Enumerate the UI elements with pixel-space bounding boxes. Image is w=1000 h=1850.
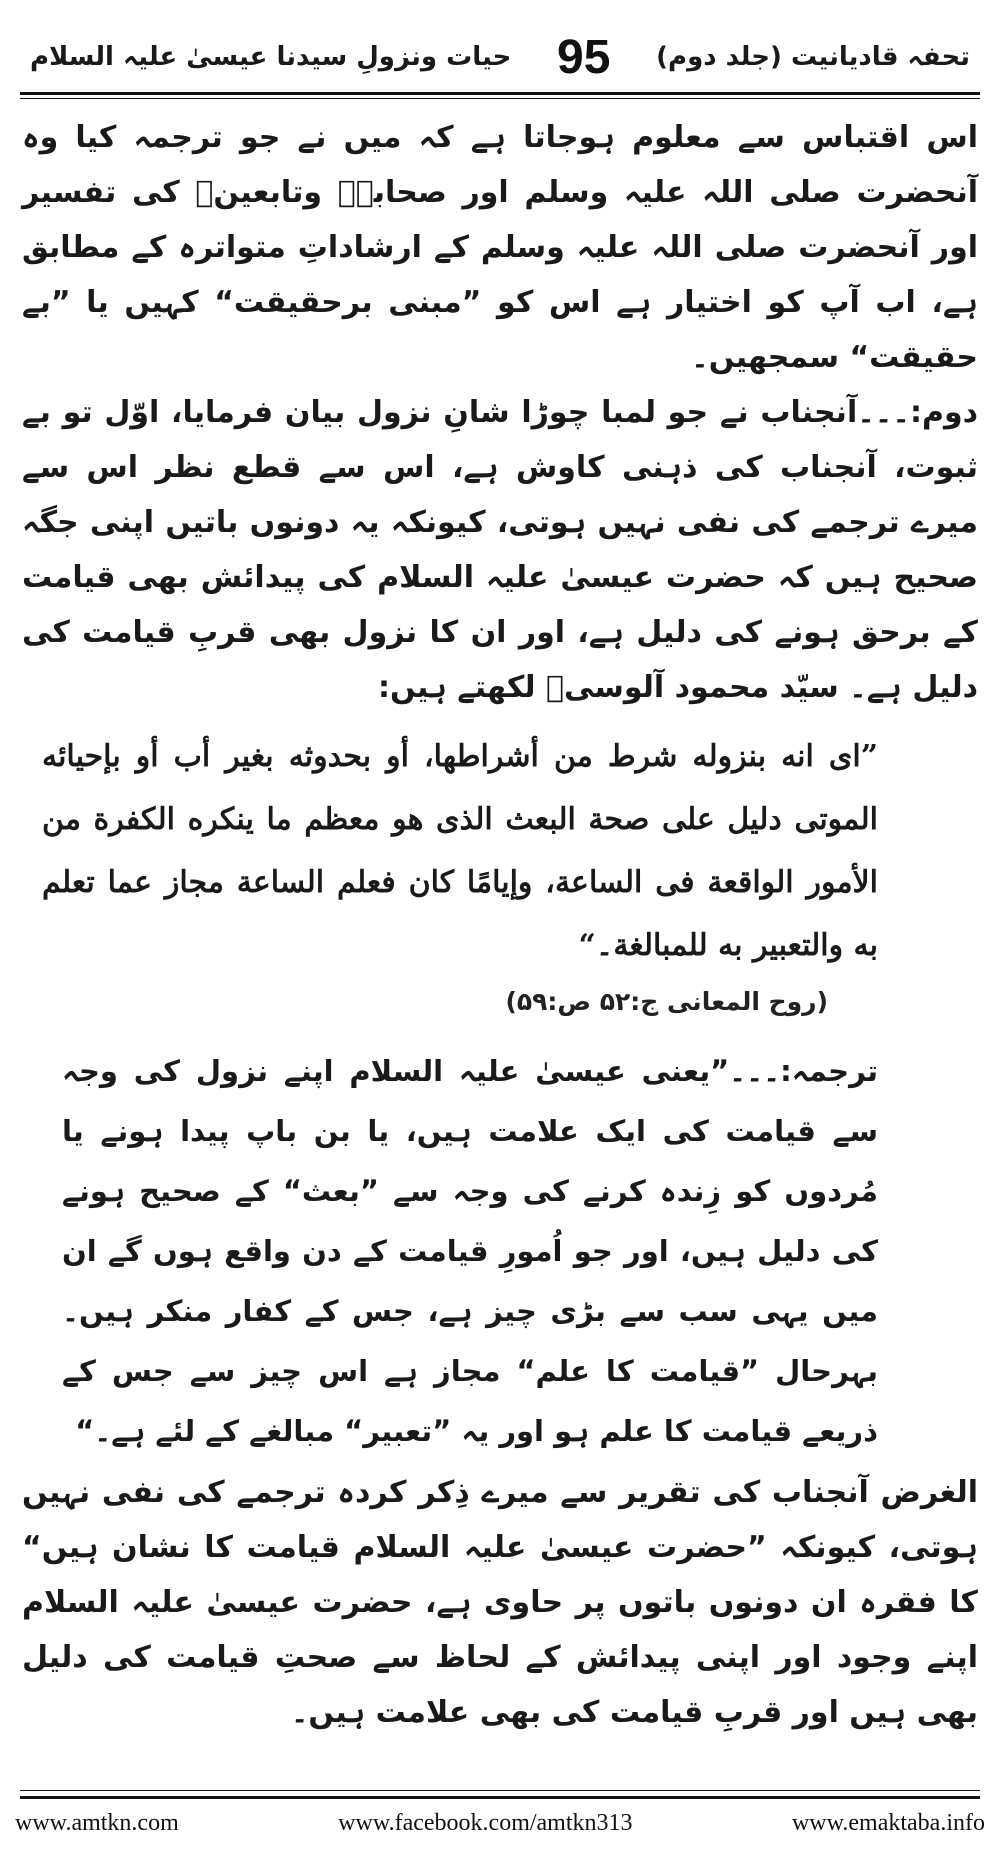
footer-divider-thin	[20, 1790, 980, 1791]
paragraph-conclusion: الغرض آنجناب کی تقریر سے میرے ذِکر کردہ ترجمے کی نفی نہیں ہوتی، کیونکہ ”حضرت عیسیٰ علیہ السلام قیامت کا نشان ہیں“ کا فقرہ ان دونوں باتوں پر حاوی ہے، حضرت عیسیٰ علیہ السلام اپنے وجود اور اپنی پیدائش کے لحاظ سے صحتِ قیامت کی دلیل بھی ہیں اور قربِ قیامت کی بھی علامت ہیں۔	[22, 1475, 978, 1730]
page-number: 95	[557, 30, 611, 84]
book-title: تحفہ قادیانیت (جلد دوم)	[656, 42, 970, 72]
footer-divider	[20, 1796, 980, 1799]
arabic-quotation: ”ای انه بنزوله شرط من أشراطها، أو بحدوثه بغیر أب أو بإحیائه الموتی دلیل علی صحة البعث الذی هو معظم ما ینکره الکفرة من الأمور الواقعة فی الساعة، وإیامًا کان فعلم الساعة مجاز عما تعلم به والتعبیر به للمبالغة۔“	[42, 739, 878, 963]
paragraph-second: دوم:۔۔۔آنجناب نے جو لمبا چوڑا شانِ نزول بیان فرمایا، اوّل تو بے ثبوت، آنجناب کی ذہنی کاوش ہے، اس سے قطع نظر اس سے میرے ترجمے کی نفی نہیں ہوتی، کیونکہ یہ دونوں باتیں اپنی جگہ صحیح ہیں کہ حضرت عیسیٰ علیہ السلام کی پیدائش بھی قیامت کے برحق ہونے کی دلیل ہے، اور ان کا نزول بھی قربِ قیامت کی دلیل ہے۔ سیّد محمود آلوسیؒ لکھتے ہیں:	[22, 395, 978, 705]
header-divider	[20, 92, 980, 95]
quotation-reference: (روح المعانی ج:۵۲ ص:۵۹)	[505, 987, 828, 1016]
page-header	[0, 22, 1000, 92]
page-footer	[15, 1806, 985, 1840]
footer-link-emaktaba[interactable]: www.emaktaba.info	[791, 1809, 985, 1836]
chapter-title: حیات ونزولِ سیدنا عیسیٰ علیہ السلام	[30, 42, 512, 72]
page-body	[22, 110, 978, 1740]
header-divider-thin	[20, 98, 980, 99]
footer-link-amtkn[interactable]: www.amtkn.com	[15, 1809, 179, 1836]
paragraph-intro: اس اقتباس سے معلوم ہوجاتا ہے کہ میں نے جو ترجمہ کیا وہ آنحضرت صلی اللہ علیہ وسلم اور صحابہؓ وتابعینؒ کی تفسیر اور آنحضرت صلی اللہ علیہ وسلم کے ارشاداتِ متواترہ کے مطابق ہے، اب آپ کو اختیار ہے اس کو ”مبنی برحقیقت“ کہیں یا ”بے حقیقت“ سمجھیں۔	[22, 120, 978, 375]
translation-block: ترجمہ:۔۔۔”یعنی عیسیٰ علیہ السلام اپنے نزول کی وجہ سے قیامت کی ایک علامت ہیں، یا بن باپ پیدا ہونے یا مُردوں کو زِندہ کرنے کی وجہ سے ”بعث“ کے صحیح ہونے کی دلیل ہیں، اور جو اُمورِ قیامت کے دن واقع ہوں گے ان میں یہی سب سے بڑی چیز ہے، جس کے کفار منکر ہیں۔ بہرحال ”قیامت کا علم“ مجاز ہے اس چیز سے جس کے ذریعے قیامت کا علم ہو اور یہ ”تعبیر“ مبالغے کے لئے ہے۔“	[62, 1054, 878, 1448]
footer-link-facebook[interactable]: www.facebook.com/amtkn313	[338, 1809, 633, 1836]
